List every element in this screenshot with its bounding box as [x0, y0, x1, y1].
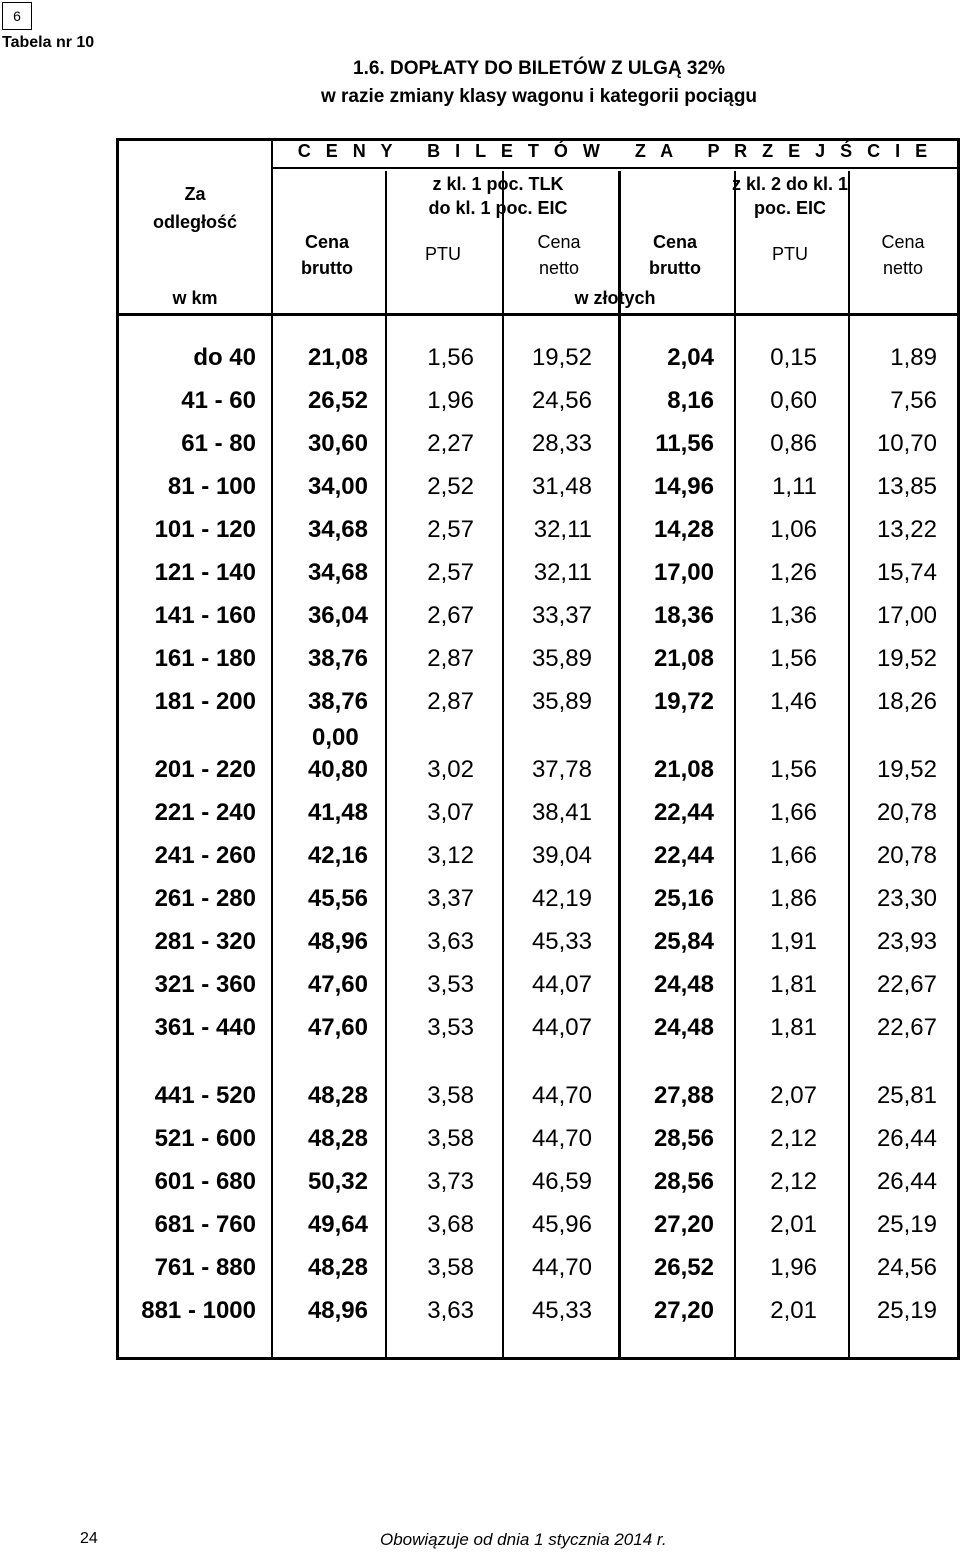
cell-ptu-1: 3,37	[427, 885, 474, 912]
cell-brutto-1: 36,04	[307, 602, 368, 629]
cell-distance: 61 - 80	[181, 430, 256, 457]
cell-distance: 881 - 1000	[141, 1297, 256, 1324]
cell-brutto-1: 45,56	[307, 885, 368, 912]
cell-netto-1: 44,07	[531, 1014, 592, 1041]
cell-ptu-2: 1,56	[770, 645, 817, 672]
cell-distance: 121 - 140	[154, 559, 256, 586]
cell-netto-2: 19,52	[876, 756, 937, 783]
cell-brutto-1: 47,60	[307, 1014, 368, 1041]
cell-brutto-1: 48,28	[307, 1254, 368, 1281]
cell-ptu-1: 3,53	[427, 1014, 474, 1041]
cell-ptu-2: 0,15	[770, 344, 817, 371]
cell-brutto-1: 40,80	[307, 756, 368, 783]
table-row	[0, 842, 960, 882]
header-brutto-1: brutto	[301, 258, 353, 278]
cell-ptu-1: 2,57	[427, 559, 474, 586]
table-row	[0, 344, 960, 384]
cell-netto-1: 44,70	[531, 1254, 592, 1281]
cell-ptu-1: 2,27	[427, 430, 474, 457]
cell-ptu-2: 1,06	[770, 516, 817, 543]
cell-ptu-2: 2,07	[770, 1082, 817, 1109]
header-distance-2: odległość	[152, 212, 237, 232]
table-row	[0, 928, 960, 968]
cell-distance: 601 - 680	[154, 1168, 256, 1195]
cell-netto-1: 45,96	[531, 1211, 592, 1238]
table-label: Tabela nr 10	[2, 34, 95, 51]
cell-brutto-2: 14,96	[653, 473, 714, 500]
cell-netto-2: 15,74	[876, 559, 937, 586]
header-netto-1: netto	[538, 258, 580, 278]
cell-distance: do 40	[193, 344, 256, 371]
cell-brutto-2: 21,08	[653, 645, 714, 672]
cell-brutto-1: 34,68	[307, 516, 368, 543]
cell-brutto-2: 18,36	[653, 602, 714, 629]
cell-netto-2: 25,19	[876, 1297, 937, 1324]
cell-brutto-2: 2,04	[667, 344, 714, 371]
cell-netto-1: 32,11	[533, 559, 592, 586]
cell-brutto-2: 17,00	[653, 559, 714, 586]
cell-netto-2: 10,70	[876, 430, 937, 457]
cell-netto-1: 45,33	[531, 1297, 592, 1324]
cell-brutto-2: 28,56	[653, 1125, 714, 1152]
cell-brutto-2: 27,88	[653, 1082, 714, 1109]
cell-brutto-1: 41,48	[307, 799, 368, 826]
cell-ptu-1: 3,58	[427, 1254, 474, 1281]
cell-distance: 81 - 100	[167, 473, 256, 500]
header-distance-unit: w km	[172, 288, 218, 308]
cell-netto-1: 28,33	[531, 430, 592, 457]
cell-ptu-2: 1,66	[770, 842, 817, 869]
header-cena-4: Cena	[881, 232, 925, 252]
table-row	[0, 756, 960, 796]
cell-ptu-2: 1,11	[772, 473, 817, 500]
cell-netto-2: 25,81	[876, 1082, 937, 1109]
cell-brutto-1: 21,08	[307, 344, 368, 371]
cell-brutto-1: 48,96	[307, 1297, 368, 1324]
cell-distance: 181 - 200	[154, 688, 256, 715]
cell-brutto-1: 48,28	[307, 1082, 368, 1109]
table-row	[0, 1297, 960, 1337]
cell-ptu-2: 2,01	[770, 1211, 817, 1238]
cell-brutto-1: 34,68	[307, 559, 368, 586]
cell-netto-2: 7,56	[890, 387, 937, 414]
cell-netto-1: 24,56	[531, 387, 592, 414]
cell-distance: 261 - 280	[154, 885, 256, 912]
cell-distance: 41 - 60	[181, 387, 256, 414]
header-group2-line1: z kl. 2 do kl. 1	[731, 174, 849, 194]
cell-brutto-2: 27,20	[653, 1211, 714, 1238]
cell-netto-2: 20,78	[876, 842, 937, 869]
cell-brutto-2: 24,48	[653, 971, 714, 998]
table-row	[0, 387, 960, 427]
header-netto-2: netto	[882, 258, 924, 278]
cell-distance: 361 - 440	[154, 1014, 256, 1041]
cell-netto-2: 13,85	[876, 473, 937, 500]
cell-netto-2: 26,44	[876, 1168, 937, 1195]
cell-netto-1: 44,70	[531, 1082, 592, 1109]
cell-ptu-2: 2,12	[770, 1125, 817, 1152]
cell-netto-1: 38,41	[531, 799, 592, 826]
cell-brutto-2: 28,56	[653, 1168, 714, 1195]
cell-netto-1: 37,78	[531, 756, 592, 783]
cell-brutto-2: 21,08	[653, 756, 714, 783]
cell-ptu-1: 2,87	[427, 645, 474, 672]
cell-brutto-1: 50,32	[307, 1168, 368, 1195]
cell-brutto-2: 14,28	[653, 516, 714, 543]
cell-ptu-2: 1,81	[770, 971, 817, 998]
table-row	[0, 1254, 960, 1294]
cell-ptu-2: 0,60	[770, 387, 817, 414]
header-brutto-2: brutto	[649, 258, 701, 278]
cell-ptu-1: 3,68	[427, 1211, 474, 1238]
cell-netto-2: 19,52	[876, 645, 937, 672]
cell-ptu-1: 2,67	[427, 602, 474, 629]
cell-netto-2: 18,26	[876, 688, 937, 715]
cell-distance: 161 - 180	[154, 645, 256, 672]
cell-netto-1: 19,52	[531, 344, 592, 371]
table-row	[0, 1082, 960, 1122]
cell-netto-1: 45,33	[531, 928, 592, 955]
cell-netto-2: 25,19	[876, 1211, 937, 1238]
table-row	[0, 1168, 960, 1208]
cell-distance: 321 - 360	[154, 971, 256, 998]
table-row	[0, 799, 960, 839]
cell-ptu-1: 3,63	[427, 928, 474, 955]
page-title: 1.6. DOPŁATY DO BILETÓW Z ULGĄ 32%	[353, 58, 725, 79]
cell-ptu-2: 1,91	[770, 928, 817, 955]
header-group1-line1: z kl. 1 poc. TLK	[432, 174, 564, 194]
cell-distance: 201 - 220	[154, 756, 256, 783]
page-box: 6	[2, 2, 32, 30]
cell-netto-1: 42,19	[531, 885, 592, 912]
cell-netto-1: 33,37	[531, 602, 592, 629]
cell-ptu-2: 0,86	[770, 430, 817, 457]
cell-netto-2: 23,93	[876, 928, 937, 955]
cell-netto-1: 44,07	[531, 971, 592, 998]
page-subtitle: w razie zmiany klasy wagonu i kategorii pociągu	[320, 86, 758, 107]
header-divider	[271, 167, 957, 169]
table-row	[0, 473, 960, 513]
cell-ptu-1: 3,07	[427, 799, 474, 826]
cell-brutto-1: 48,96	[307, 928, 368, 955]
cell-ptu-2: 1,96	[770, 1254, 817, 1281]
cell-ptu-1: 3,73	[427, 1168, 474, 1195]
cell-brutto-2: 25,16	[653, 885, 714, 912]
cell-distance: 441 - 520	[154, 1082, 256, 1109]
cell-brutto-2: 22,44	[653, 799, 714, 826]
cell-ptu-1: 3,63	[427, 1297, 474, 1324]
cell-brutto-1: 30,60	[307, 430, 368, 457]
cell-netto-2: 22,67	[876, 1014, 937, 1041]
cell-brutto-2: 22,44	[653, 842, 714, 869]
table-row	[0, 1125, 960, 1165]
cell-netto-1: 35,89	[531, 688, 592, 715]
header-ptu-2: PTU	[772, 244, 808, 264]
cell-netto-2: 1,89	[890, 344, 937, 371]
cell-distance: 241 - 260	[154, 842, 256, 869]
cell-ptu-2: 1,26	[770, 559, 817, 586]
cell-ptu-1: 2,52	[427, 473, 474, 500]
cell-netto-1: 46,59	[531, 1168, 592, 1195]
table-row	[0, 602, 960, 642]
header-ptu-1: PTU	[425, 244, 461, 264]
cell-brutto-1: 34,00	[307, 473, 368, 500]
cell-netto-2: 20,78	[876, 799, 937, 826]
header-cena-3: Cena	[652, 232, 697, 252]
cell-ptu-2: 1,81	[770, 1014, 817, 1041]
cell-brutto-1: 49,64	[307, 1211, 368, 1238]
header-distance-1: Za	[184, 184, 206, 204]
cell-netto-2: 17,00	[876, 602, 937, 629]
table-row	[0, 1014, 960, 1054]
cell-brutto-2: 19,72	[653, 688, 714, 715]
cell-netto-1: 44,70	[531, 1125, 592, 1152]
cell-brutto-1: 38,76	[307, 688, 368, 715]
cell-brutto-2: 26,52	[653, 1254, 714, 1281]
stray-value: 0,00	[312, 724, 359, 751]
cell-ptu-2: 1,86	[770, 885, 817, 912]
cell-ptu-1: 3,02	[427, 756, 474, 783]
table-row	[0, 516, 960, 556]
cell-ptu-1: 3,12	[427, 842, 474, 869]
cell-brutto-2: 8,16	[667, 387, 714, 414]
table-row	[0, 645, 960, 685]
cell-distance: 101 - 120	[154, 516, 256, 543]
cell-brutto-1: 48,28	[307, 1125, 368, 1152]
cell-ptu-2: 1,36	[770, 602, 817, 629]
cell-brutto-2: 27,20	[653, 1297, 714, 1324]
table-row	[0, 885, 960, 925]
header-group1-line2: do kl. 1 poc. EIC	[428, 198, 568, 218]
table-row	[0, 1211, 960, 1251]
cell-brutto-2: 24,48	[653, 1014, 714, 1041]
cell-ptu-2: 1,46	[770, 688, 817, 715]
cell-netto-1: 35,89	[531, 645, 592, 672]
cell-ptu-2: 2,12	[770, 1168, 817, 1195]
header-cena-2: Cena	[537, 232, 581, 252]
cell-netto-2: 13,22	[876, 516, 937, 543]
table-row	[0, 559, 960, 599]
cell-ptu-1: 3,58	[427, 1082, 474, 1109]
table-row	[0, 971, 960, 1011]
cell-brutto-1: 42,16	[307, 842, 368, 869]
cell-ptu-2: 1,66	[770, 799, 817, 826]
cell-ptu-2: 2,01	[770, 1297, 817, 1324]
footer-page-number: 24	[80, 1530, 98, 1547]
cell-ptu-1: 1,96	[427, 387, 474, 414]
cell-distance: 221 - 240	[154, 799, 256, 826]
cell-brutto-1: 38,76	[307, 645, 368, 672]
cell-netto-2: 26,44	[876, 1125, 937, 1152]
cell-brutto-1: 26,52	[307, 387, 368, 414]
cell-ptu-2: 1,56	[770, 756, 817, 783]
cell-distance: 141 - 160	[154, 602, 256, 629]
cell-ptu-1: 2,87	[427, 688, 474, 715]
cell-ptu-1: 3,53	[427, 971, 474, 998]
cell-brutto-2: 25,84	[653, 928, 714, 955]
cell-ptu-1: 2,57	[427, 516, 474, 543]
cell-distance: 761 - 880	[154, 1254, 256, 1281]
table-row	[0, 430, 960, 470]
cell-brutto-1: 47,60	[307, 971, 368, 998]
cell-netto-2: 22,67	[876, 971, 937, 998]
header-bottom-rule	[119, 313, 957, 316]
cell-ptu-1: 3,58	[427, 1125, 474, 1152]
cell-netto-2: 24,56	[876, 1254, 937, 1281]
cell-netto-1: 31,48	[531, 473, 592, 500]
header-cena-1: Cena	[304, 232, 349, 252]
header-group2-line2: poc. EIC	[753, 198, 826, 218]
header-span-title: C E N Y B I L E T Ó W Z A P R Z E J Ś C I E	[297, 141, 933, 161]
cell-distance: 681 - 760	[154, 1211, 256, 1238]
cell-ptu-1: 1,56	[427, 344, 474, 371]
cell-distance: 281 - 320	[154, 928, 256, 955]
cell-brutto-2: 11,56	[655, 430, 714, 457]
header-unit: w złotych	[574, 288, 656, 308]
cell-netto-1: 39,04	[531, 842, 592, 869]
cell-distance: 521 - 600	[154, 1125, 256, 1152]
cell-netto-2: 23,30	[876, 885, 937, 912]
cell-netto-1: 32,11	[533, 516, 592, 543]
footer-valid-from: Obowiązuje od dnia 1 stycznia 2014 r.	[380, 1530, 667, 1549]
table-row	[0, 688, 960, 728]
